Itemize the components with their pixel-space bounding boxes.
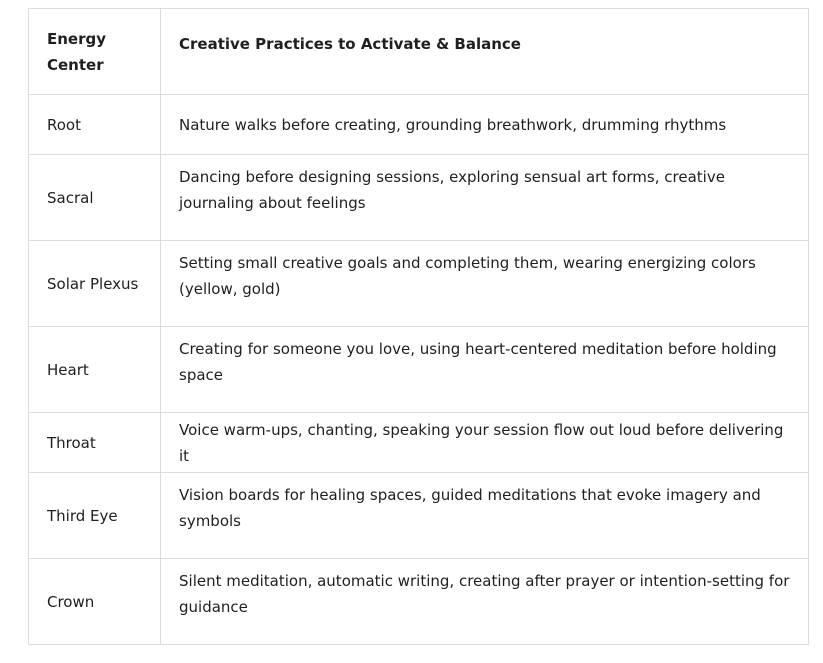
practice-cell: Vision boards for healing spaces, guided meditations that evoke imagery and symbols <box>161 473 809 559</box>
table-row <box>29 473 809 559</box>
table-row <box>29 95 809 155</box>
practice-cell: Voice warm-ups, chanting, speaking your session flow out loud before delivering it <box>161 413 809 473</box>
energy-center-cell: Third Eye <box>29 473 161 559</box>
energy-center-cell: Solar Plexus <box>29 241 161 327</box>
energy-center-cell: Sacral <box>29 155 161 241</box>
practice-cell: Creating for someone you love, using heart-centered meditation before holding space <box>161 327 809 413</box>
table-row <box>29 413 809 473</box>
practice-cell: Nature walks before creating, grounding breathwork, drumming rhythms <box>161 95 809 155</box>
table-row <box>29 155 809 241</box>
table-row <box>29 327 809 413</box>
practice-cell: Silent meditation, automatic writing, creating after prayer or intention-setting for guidance <box>161 559 809 645</box>
energy-center-cell: Throat <box>29 413 161 473</box>
energy-center-cell: Heart <box>29 327 161 413</box>
energy-center-cell: Crown <box>29 559 161 645</box>
table-row <box>29 559 809 645</box>
practice-cell: Setting small creative goals and completing them, wearing energizing colors (yellow, gold) <box>161 241 809 327</box>
energy-centers-table <box>28 8 809 645</box>
energy-center-cell: Root <box>29 95 161 155</box>
header-energy-center: Energy Center <box>29 9 161 95</box>
table-row <box>29 241 809 327</box>
table-header-row <box>29 9 809 95</box>
practice-cell: Dancing before designing sessions, exploring sensual art forms, creative journaling about feelings <box>161 155 809 241</box>
header-creative-practices: Creative Practices to Activate & Balance <box>161 9 809 95</box>
